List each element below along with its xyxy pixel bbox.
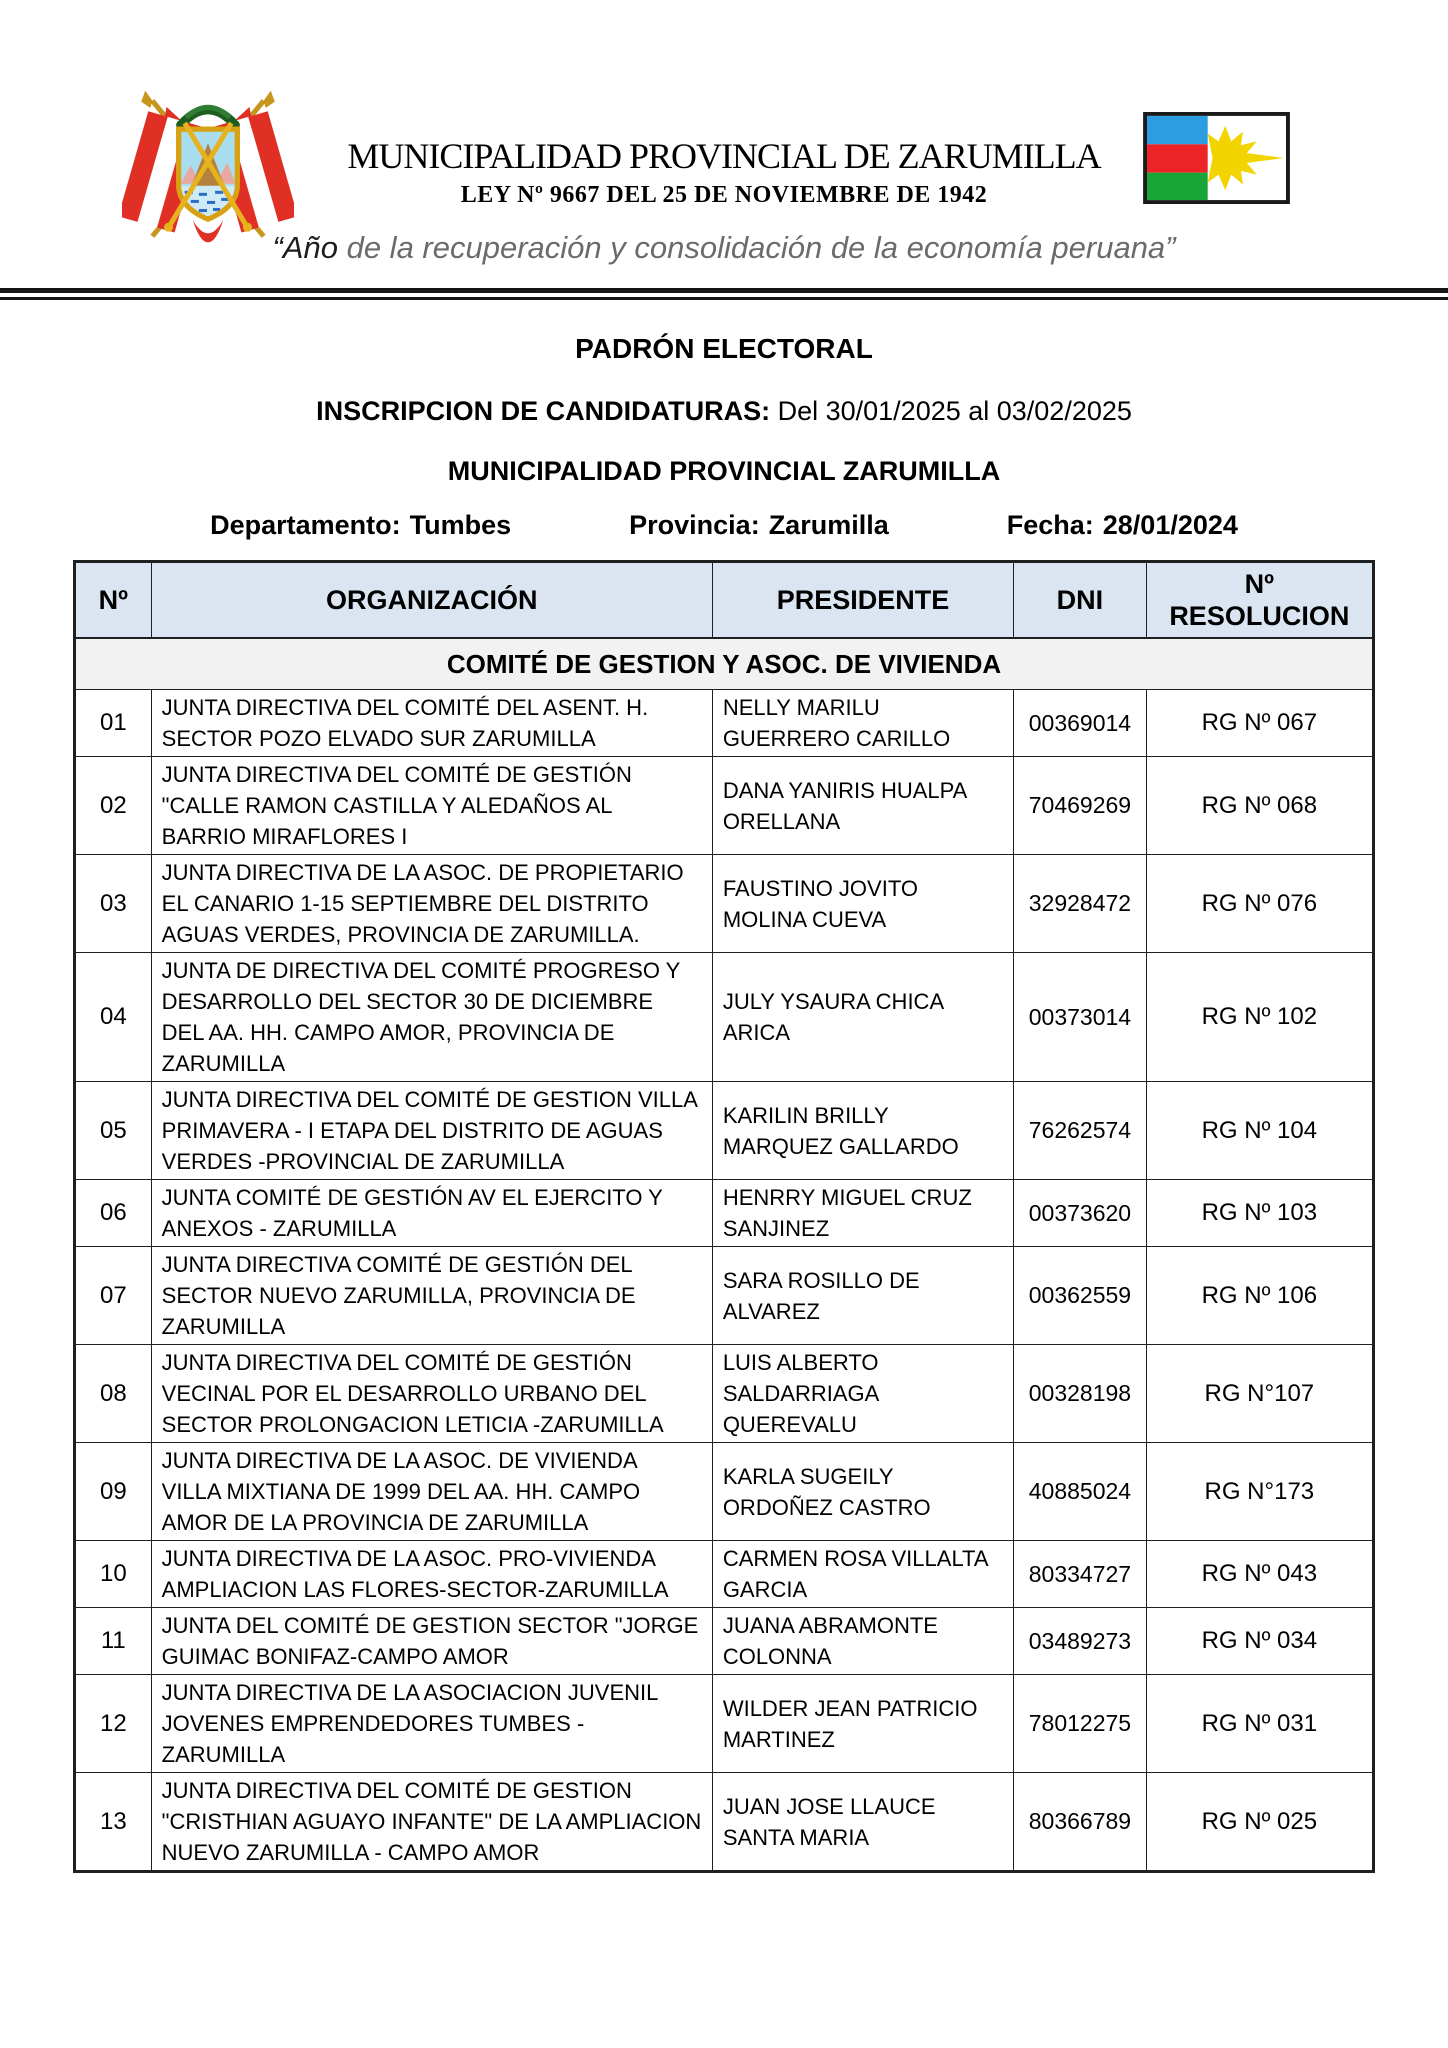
- resolution-cell: RG Nº 043: [1146, 1541, 1373, 1608]
- table-row: [75, 1180, 1374, 1247]
- row-number-cell: 03: [75, 855, 152, 953]
- date-field: [1007, 508, 1238, 542]
- organization-cell: JUNTA DIRECTIVA DEL COMITÉ DE GESTIÓN "CALLE RAMON CASTILLA Y ALEDAÑOS AL BARRIO MIRAFLORES I: [151, 757, 712, 855]
- resolution-cell: RG Nº 103: [1146, 1180, 1373, 1247]
- col-header-presidente: PRESIDENTE: [712, 562, 1013, 639]
- dni-cell: 80366789: [1014, 1773, 1146, 1872]
- table-row: [75, 1082, 1374, 1180]
- organization-cell: JUNTA DIRECTIVA DE LA ASOCIACION JUVENIL JOVENES EMPRENDEDORES TUMBES - ZARUMILLA: [151, 1675, 712, 1773]
- document-body: [0, 332, 1448, 1873]
- row-number-cell: 02: [75, 757, 152, 855]
- resolution-cell: RG Nº 025: [1146, 1773, 1373, 1872]
- table-row: [75, 1443, 1374, 1541]
- col-header-dni: DNI: [1014, 562, 1146, 639]
- resolution-cell: RG Nº 104: [1146, 1082, 1373, 1180]
- president-cell: JUAN JOSE LLAUCE SANTA MARIA: [712, 1773, 1013, 1872]
- table-row: [75, 1247, 1374, 1345]
- municipality-title: MUNICIPALIDAD PROVINCIAL DE ZARUMILLA: [347, 136, 1101, 176]
- resolution-cell: RG Nº 067: [1146, 690, 1373, 757]
- dni-cell: 80334727: [1014, 1541, 1146, 1608]
- row-number-cell: 06: [75, 1180, 152, 1247]
- table-row: [75, 1345, 1374, 1443]
- row-number-cell: 09: [75, 1443, 152, 1541]
- row-number-cell: 10: [75, 1541, 152, 1608]
- law-line: LEY Nº 9667 DEL 25 DE NOVIEMBRE DE 1942: [460, 182, 988, 208]
- president-cell: KARLA SUGEILY ORDOÑEZ CASTRO: [712, 1443, 1013, 1541]
- dni-cell: 40885024: [1014, 1443, 1146, 1541]
- table-row: [75, 953, 1374, 1082]
- organization-cell: JUNTA DIRECTIVA DEL COMITÉ DE GESTIÓN VECINAL POR EL DESARROLLO URBANO DEL SECTOR PROLONGACION LETICIA -ZARUMILLA: [151, 1345, 712, 1443]
- row-number-cell: 04: [75, 953, 152, 1082]
- table-row: [75, 855, 1374, 953]
- year-slogan: [0, 230, 1448, 266]
- resolution-cell: RG Nº 031: [1146, 1675, 1373, 1773]
- dni-cell: 32928472: [1014, 855, 1146, 953]
- department-label: Departamento:: [210, 510, 401, 540]
- row-number-cell: 07: [75, 1247, 152, 1345]
- president-cell: JULY YSAURA CHICA ARICA: [712, 953, 1013, 1082]
- row-number-cell: 12: [75, 1675, 152, 1773]
- organization-cell: JUNTA COMITÉ DE GESTIÓN AV EL EJERCITO Y ANEXOS - ZARUMILLA: [151, 1180, 712, 1247]
- president-cell: HENRRY MIGUEL CRUZ SANJINEZ: [712, 1180, 1013, 1247]
- president-cell: DANA YANIRIS HUALPA ORELLANA: [712, 757, 1013, 855]
- dni-cell: 00328198: [1014, 1345, 1146, 1443]
- dni-cell: 78012275: [1014, 1675, 1146, 1773]
- document-title: PADRÓN ELECTORAL: [575, 333, 873, 364]
- table-header-row: [75, 562, 1374, 639]
- president-cell: SARA ROSILLO DE ALVAREZ: [712, 1247, 1013, 1345]
- president-cell: CARMEN ROSA VILLALTA GARCIA: [712, 1541, 1013, 1608]
- padron-table: [73, 560, 1375, 1873]
- section-title: COMITÉ DE GESTION Y ASOC. DE VIVIENDA: [75, 638, 1374, 690]
- inscription-period-label: INSCRIPCION DE CANDIDATURAS:: [316, 396, 771, 426]
- table-row: [75, 690, 1374, 757]
- president-cell: NELLY MARILU GUERRERO CARILLO: [712, 690, 1013, 757]
- organization-cell: JUNTA DEL COMITÉ DE GESTION SECTOR "JORGE GUIMAC BONIFAZ-CAMPO AMOR: [151, 1608, 712, 1675]
- dni-cell: 00369014: [1014, 690, 1146, 757]
- table-body: [75, 638, 1374, 1872]
- president-cell: WILDER JEAN PATRICIO MARTINEZ: [712, 1675, 1013, 1773]
- dni-cell: 03489273: [1014, 1608, 1146, 1675]
- letterhead: [0, 0, 1448, 288]
- dni-cell: 76262574: [1014, 1082, 1146, 1180]
- meta-row: [0, 508, 1448, 542]
- year-slogan-prefix: “Año: [272, 230, 338, 265]
- province-field: [629, 508, 889, 542]
- table-row: [75, 1541, 1374, 1608]
- date-value: 28/01/2024: [1102, 510, 1238, 540]
- table-row: [75, 1675, 1374, 1773]
- province-label: Provincia:: [629, 510, 760, 540]
- col-header-num: Nº: [75, 562, 152, 639]
- inscription-period-value: Del 30/01/2025 al 03/02/2025: [770, 396, 1132, 426]
- row-number-cell: 11: [75, 1608, 152, 1675]
- col-header-resolucion: Nº RESOLUCION: [1146, 562, 1373, 639]
- row-number-cell: 01: [75, 690, 152, 757]
- section-row: [75, 638, 1374, 690]
- organization-cell: JUNTA DIRECTIVA DEL COMITÉ DE GESTION "CRISTHIAN AGUAYO INFANTE" DE LA AMPLIACION NUEVO ZARUMILLA - CAMPO AMOR: [151, 1773, 712, 1872]
- organization-cell: JUNTA DIRECTIVA DE LA ASOC. DE PROPIETARIO EL CANARIO 1-15 SEPTIEMBRE DEL DISTRITO AGUAS VERDES, PROVINCIA DE ZARUMILLA.: [151, 855, 712, 953]
- president-cell: LUIS ALBERTO SALDARRIAGA QUEREVALU: [712, 1345, 1013, 1443]
- president-cell: FAUSTINO JOVITO MOLINA CUEVA: [712, 855, 1013, 953]
- dni-cell: 00373620: [1014, 1180, 1146, 1247]
- table-row: [75, 1773, 1374, 1872]
- organization-cell: JUNTA DE DIRECTIVA DEL COMITÉ PROGRESO Y DESARROLLO DEL SECTOR 30 DE DICIEMBRE DEL AA. HH. CAMPO AMOR, PROVINCIA DE ZARUMILLA: [151, 953, 712, 1082]
- department-field: [210, 508, 511, 542]
- resolution-cell: RG N°107: [1146, 1345, 1373, 1443]
- organization-cell: JUNTA DIRECTIVA DE LA ASOC. PRO-VIVIENDA AMPLIACION LAS FLORES-SECTOR-ZARUMILLA: [151, 1541, 712, 1608]
- organization-cell: JUNTA DIRECTIVA DE LA ASOC. DE VIVIENDA VILLA MIXTIANA DE 1999 DEL AA. HH. CAMPO AMOR DE LA PROVINCIA DE ZARUMILLA: [151, 1443, 712, 1541]
- dni-cell: 00373014: [1014, 953, 1146, 1082]
- president-cell: KARILIN BRILLY MARQUEZ GALLARDO: [712, 1082, 1013, 1180]
- row-number-cell: 13: [75, 1773, 152, 1872]
- row-number-cell: 05: [75, 1082, 152, 1180]
- organization-cell: JUNTA DIRECTIVA DEL COMITÉ DEL ASENT. H. SECTOR POZO ELVADO SUR ZARUMILLA: [151, 690, 712, 757]
- resolution-cell: RG Nº 076: [1146, 855, 1373, 953]
- double-rule: [0, 288, 1448, 300]
- resolution-cell: RG Nº 102: [1146, 953, 1373, 1082]
- organization-cell: JUNTA DIRECTIVA DEL COMITÉ DE GESTION VILLA PRIMAVERA - I ETAPA DEL DISTRITO DE AGUAS VERDES -PROVINCIAL DE ZARUMILLA: [151, 1082, 712, 1180]
- resolution-cell: RG N°173: [1146, 1443, 1373, 1541]
- date-label: Fecha:: [1006, 510, 1094, 540]
- entity-title: MUNICIPALIDAD PROVINCIAL ZARUMILLA: [447, 456, 1001, 486]
- col-header-organizacion: ORGANIZACIÓN: [151, 562, 712, 639]
- inscription-period-line: [0, 394, 1448, 428]
- table-row: [75, 1608, 1374, 1675]
- resolution-cell: RG Nº 034: [1146, 1608, 1373, 1675]
- organization-cell: JUNTA DIRECTIVA COMITÉ DE GESTIÓN DEL SECTOR NUEVO ZARUMILLA, PROVINCIA DE ZARUMILLA: [151, 1247, 712, 1345]
- year-slogan-rest: de la recuperación y consolidación de la economía peruana”: [337, 230, 1176, 265]
- president-cell: JUANA ABRAMONTE COLONNA: [712, 1608, 1013, 1675]
- department-value: Tumbes: [409, 510, 512, 540]
- row-number-cell: 08: [75, 1345, 152, 1443]
- resolution-cell: RG Nº 106: [1146, 1247, 1373, 1345]
- dni-cell: 70469269: [1014, 757, 1146, 855]
- province-value: Zarumilla: [768, 510, 889, 540]
- table-row: [75, 757, 1374, 855]
- dni-cell: 00362559: [1014, 1247, 1146, 1345]
- resolution-cell: RG Nº 068: [1146, 757, 1373, 855]
